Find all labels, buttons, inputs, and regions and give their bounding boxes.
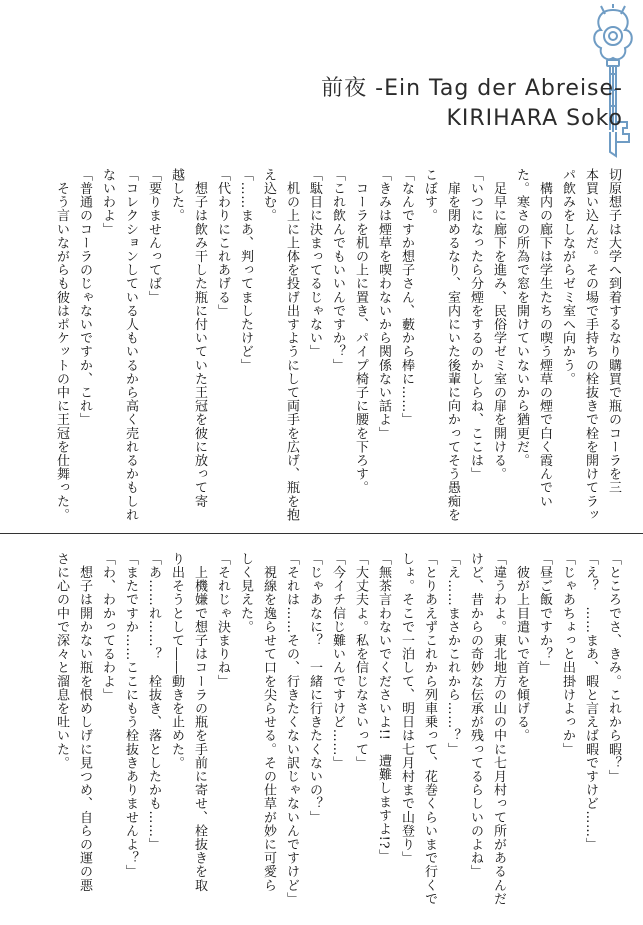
text-line: 「じゃあなに？ 一緒に行きたくないの？」 [307,552,322,824]
author-name: KIRIHARA Soko [446,106,623,131]
text-line: 「え？ ……まあ、暇と言えば暇ですけど……」 [583,552,598,852]
text-line: そう言いながらも彼はポケットの中に王冠を仕舞った。 [54,168,69,522]
text-line: 「これ飲んでもいいんですか？」 [330,168,345,372]
text-line: 構内の廊下は学生たちの喫う煙草の煙で白く霞んでい [537,168,552,508]
story-title: 前夜 -Ein Tag der Abreise- [321,76,623,101]
text-line: 「ところでさ、きみ。これから暇？」 [606,552,621,784]
text-line: 「とりあえずこれから列車乗って、花巻くらいまで行くで [422,552,437,906]
text-section-top [45,168,625,523]
text-line: 「昼ご飯ですか？」 [537,552,552,675]
text-line: 「わ、わかってるわよ」 [100,552,115,702]
text-line: 「きみは煙草を喫わないから関係ない話よ」 [376,168,391,440]
title-block [321,74,623,134]
text-line: 「またですか……ここにもう栓抜きありませんよ？」 [123,552,138,879]
text-line: 想子は飲み干した瓶に付いていた王冠を彼に放って寄 [192,168,207,508]
text-line: 机の上に上体を投げ出すようにして両手を広げ、瓶を抱 [284,168,299,522]
text-line: けど、昔からの奇妙な伝承が残ってるらしいのよね」 [468,552,483,879]
text-line: 「じゃあちょっと出掛けよっか」 [560,552,575,756]
text-line: パ飲みをしながらゼミ室へ向かう。 [560,168,575,386]
text-line: 「違うわよ。東北地方の山の中に七月村って所があるんだ [491,552,506,906]
text-line: こぼす。 [422,168,437,223]
text-line: え込む。 [261,168,276,223]
text-line: 「それじゃ決まりね」 [215,552,230,688]
text-line: り出そうとして――動きを止めた。 [169,552,184,770]
text-line: 「……まあ、判ってましたけど」 [238,168,253,372]
text-line: 「なんですか想子さん、藪から棒に……」 [399,168,414,427]
section-divider [0,533,643,534]
text-line: 「無茶言わないでくださいよ!! 遭難しますよ!?」 [376,552,391,863]
text-line: 「それは……その、行きたくない訳じゃないんですけど」 [284,552,299,906]
text-line: 越した。 [169,168,184,223]
text-line: 本買い込んだ。その場で手持ちの栓抜きで栓を開けてラッ [583,168,598,522]
text-line: 足早に廊下を進み、民俗学ゼミ室の扉を開ける。 [491,168,506,481]
text-line: さに心の中で深々と溜息を吐いた。 [54,552,69,770]
text-line: 「あ……れ……？ 栓抜き、落としたかも……」 [146,552,161,852]
text-section-bottom [45,552,625,917]
text-line: 想子は開かない瓶を恨めしげに見つめ、自らの運の悪 [77,552,92,892]
text-line: 「大丈夫よ。私を信じなさいって」 [353,552,368,770]
text-line: しく見えた。 [238,552,253,634]
text-line: 扉を閉めるなり、室内にいた後輩に向かってそう愚痴を [445,168,460,522]
text-line: コーラを机の上に置き、パイプ椅子に腰を下ろす。 [353,168,368,495]
text-line: ないわよ」 [100,168,115,236]
text-line: 「いつになったら分煙をするのかしらね、ここは」 [468,168,483,481]
text-line: 「今イチ信じ難いんですけど……」 [330,552,345,770]
text-line: 「代わりにこれあげる」 [215,168,230,318]
text-line: しょ。そこで一泊して、明日は七月村まで山登り」 [399,552,414,865]
text-line: た。寒さの所為で窓を開けていないから猶更だ。 [514,168,529,468]
text-line: 「コレクションしている人もいるから高く売れるかもしれ [123,168,138,522]
text-line: 彼が上目遣いで首を傾げる。 [514,552,529,743]
text-line: 「え……まさかこれから……？」 [445,552,460,756]
text-line: 切原想子は大学へ到着するなり購買で瓶のコーラを三 [606,168,621,495]
text-line: 上機嫌で想子はコーラの瓶を手前に寄せ、栓抜きを取 [192,552,207,892]
text-line: 視線を逸らせて口を尖らせる。その仕草が妙に可愛ら [261,552,276,892]
text-line: 「要りませんってば」 [146,168,161,304]
text-line: 「駄目に決まってるじゃない」 [307,168,322,359]
text-line: 「普通のコーラのじゃないですか、これ」 [77,168,92,427]
